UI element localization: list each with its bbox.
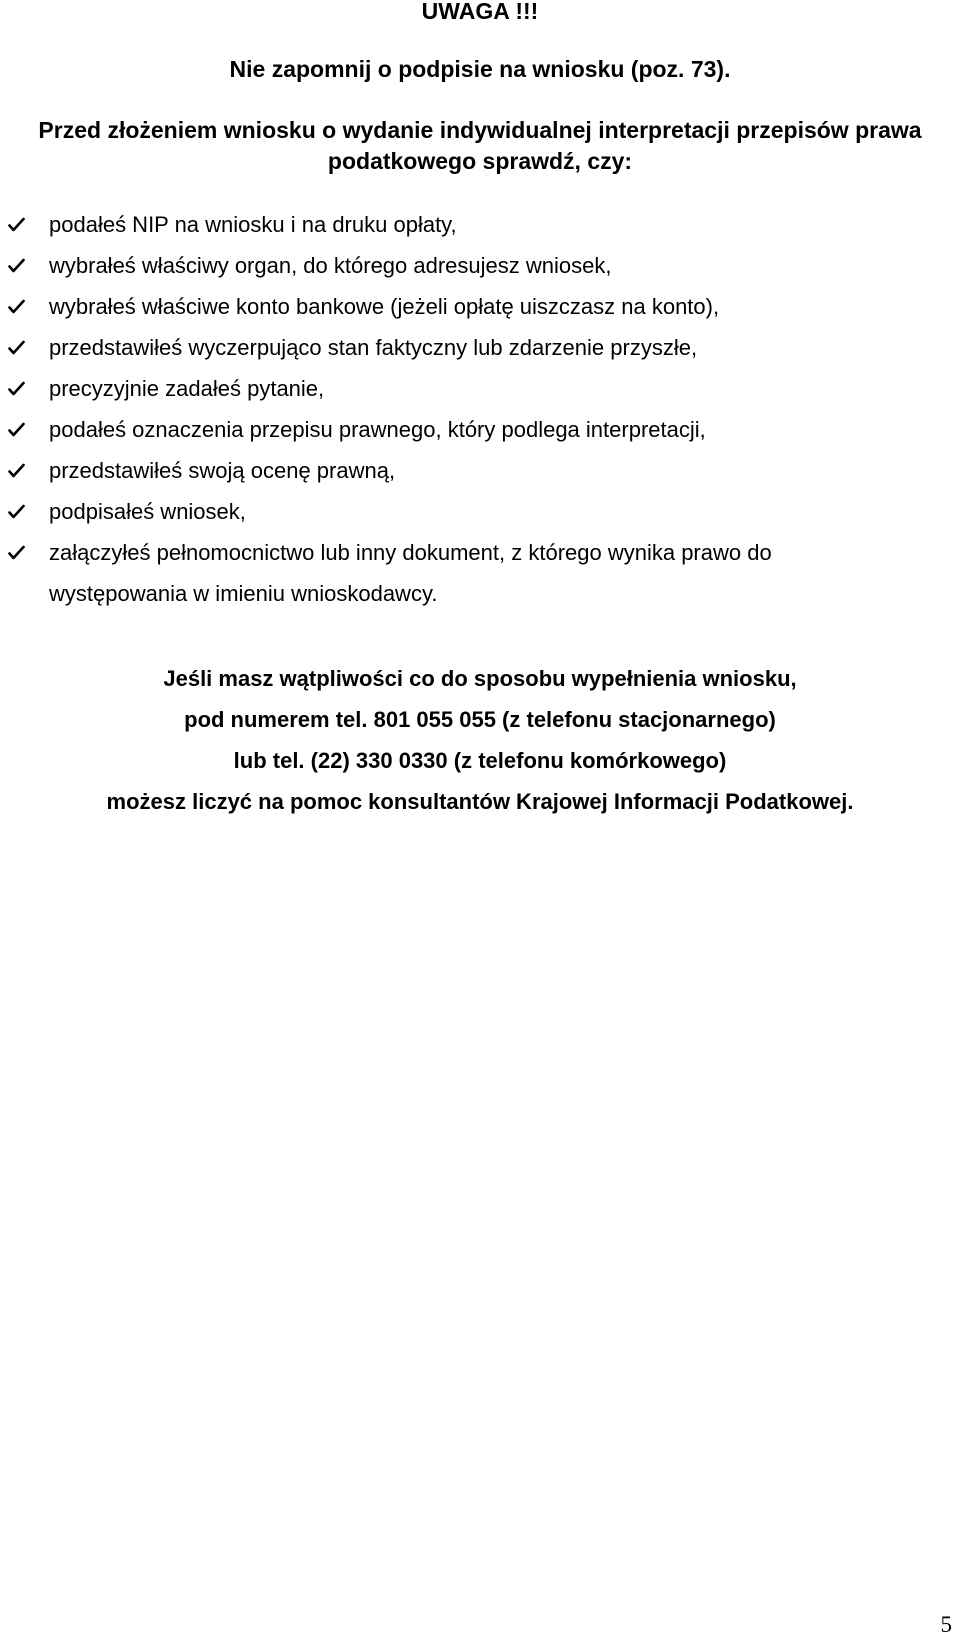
checklist-item-text: wybrałeś właściwy organ, do którego adresujesz wniosek, (49, 253, 612, 278)
checklist-item (0, 532, 960, 614)
helpline-line: możesz liczyć na pomoc konsultantów Krajowej Informacji Podatkowej. (106, 789, 854, 814)
checkmark-icon (8, 340, 25, 355)
checkmark-icon (8, 299, 25, 314)
checklist-item (0, 450, 960, 491)
checklist-item-text: przedstawiłeś swoją ocenę prawną, (49, 458, 396, 483)
checklist-item-text: podpisałeś wniosek, (49, 499, 246, 524)
checklist-item-text: załączyłeś pełnomocnictwo lub inny dokument, z którego wynika prawo do (49, 540, 772, 565)
checklist-item (0, 204, 960, 245)
checklist-item-text: podałeś oznaczenia przepisu prawnego, który podlega interpretacji, (49, 417, 706, 442)
checklist-item-text: przedstawiłeś wyczerpująco stan faktyczny lub zdarzenie przyszłe, (49, 335, 698, 360)
checklist-intro-line: Przed złożeniem wniosku o wydanie indywidualnej interpretacji przepisów prawa (38, 117, 922, 143)
signature-reminder: Nie zapomnij o podpisie na wniosku (poz. 73). (229, 56, 731, 82)
checkmark-icon (8, 463, 25, 478)
checklist-item-text: podałeś NIP na wniosku i na druku opłaty, (49, 212, 457, 237)
checklist-item (0, 491, 960, 532)
checkmark-icon (8, 258, 25, 273)
checklist-item (0, 327, 960, 368)
page-number: 5 (940, 1612, 952, 1637)
checklist-item (0, 286, 960, 327)
checklist-intro-line: podatkowego sprawdź, czy: (327, 148, 633, 174)
checklist (0, 204, 960, 614)
checkmark-icon (8, 381, 25, 396)
warning-heading: UWAGA !!! (421, 0, 539, 24)
checklist-intro (0, 115, 960, 177)
checklist-item (0, 245, 960, 286)
helpline-line: pod numerem tel. 801 055 055 (z telefonu stacjonarnego) (184, 707, 776, 732)
helpline-line: Jeśli masz wątpliwości co do sposobu wypełnienia wniosku, (163, 666, 797, 691)
checkmark-icon (8, 504, 25, 519)
checkmark-icon (8, 217, 25, 232)
checklist-item-text: wybrałeś właściwe konto bankowe (jeżeli opłatę uiszczasz na konto), (49, 294, 720, 319)
checklist-item (0, 368, 960, 409)
checkmark-icon (8, 422, 25, 437)
helpline-line: lub tel. (22) 330 0330 (z telefonu komórkowego) (233, 748, 727, 773)
checklist-item (0, 409, 960, 450)
helpline-info (0, 658, 960, 822)
checkmark-icon (8, 545, 25, 560)
checklist-item-text: precyzyjnie zadałeś pytanie, (49, 376, 325, 401)
checklist-item-text-continued: występowania w imieniu wnioskodawcy. (49, 581, 438, 606)
